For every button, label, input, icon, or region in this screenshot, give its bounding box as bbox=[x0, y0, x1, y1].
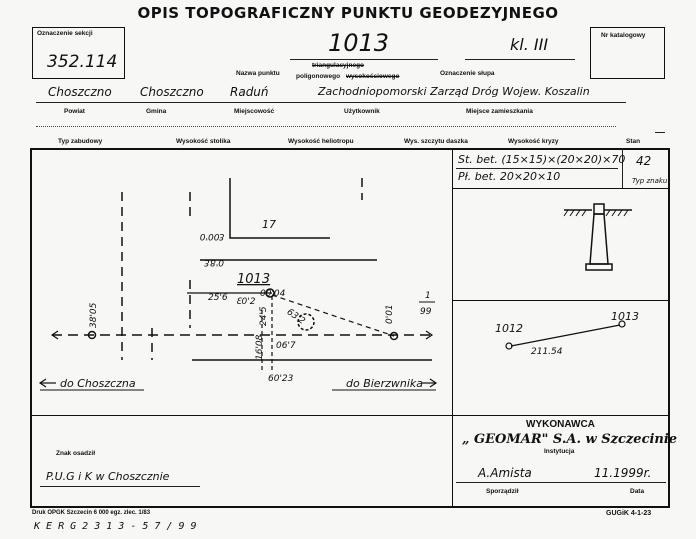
typ-label: Typ zabudowy bbox=[58, 138, 103, 145]
powiat-value: Choszczno bbox=[48, 85, 112, 99]
sketch-point-label: 1013 bbox=[237, 272, 271, 287]
location-sketch bbox=[32, 150, 450, 414]
kryza-label: Wysokość kryzy bbox=[508, 138, 559, 145]
executor-label: WYKONAWCA bbox=[526, 419, 595, 430]
measure-12: 0'01 bbox=[385, 304, 395, 324]
pl-bet: Pł. bet. 20×20×10 bbox=[458, 170, 561, 183]
catalog-box bbox=[590, 27, 665, 79]
executor-company: „ GEOMAR" S.A. w Szczecinie bbox=[462, 432, 678, 447]
stolik-label: Wysokość stolika bbox=[176, 138, 231, 145]
stan-label: Stan bbox=[626, 138, 641, 145]
st-bet: St. bet. (15×15)×(20×20)×70 bbox=[458, 153, 626, 166]
network-struck: triangulacyjnego bbox=[312, 62, 365, 69]
catalog-label: Nr katalogowy bbox=[601, 32, 646, 39]
measure-3: 25'6 bbox=[208, 293, 228, 303]
prepared-by: A.Amista bbox=[478, 466, 532, 480]
measure-6: 24'5 bbox=[259, 306, 269, 326]
powiat-label: Powiat bbox=[64, 108, 85, 115]
network-struck-2: wysokościowego bbox=[346, 73, 400, 80]
pillar-label: Oznaczenie słupa bbox=[440, 70, 495, 77]
direction-right: do Bierzwnika bbox=[346, 377, 424, 390]
fraction-top: 1 bbox=[425, 291, 431, 301]
typ-znaku-value: 42 bbox=[636, 154, 652, 168]
uzytkownik-value: Zachodniopomorski Zarząd Dróg Wojew. Koszalin bbox=[318, 85, 590, 98]
print-info: Druk OPGK Szczecin 6 000 egz. zlec. 1/83 bbox=[32, 510, 151, 516]
mini-map bbox=[455, 302, 669, 412]
typ-znaku-label: Typ znaku bbox=[632, 177, 668, 185]
gmina-value: Choszczno bbox=[140, 85, 204, 99]
institution-label: Instytucja bbox=[544, 448, 575, 455]
storage-value: P.U.G i K w Choszcznie bbox=[46, 470, 170, 483]
reference-number: K E R G 2 3 1 3 - 5 7 / 9 9 bbox=[34, 521, 197, 532]
monument-cross-section bbox=[556, 196, 636, 276]
mini-point-a: 1012 bbox=[495, 322, 523, 335]
section-value: 352.114 bbox=[47, 52, 118, 72]
measure-5: Ɛ0'2 bbox=[236, 297, 256, 307]
fraction-bottom: 99 bbox=[420, 307, 432, 317]
uzytkownik-label: Użytkownik bbox=[344, 108, 380, 115]
point-name-label: Nazwa punktu bbox=[236, 70, 280, 77]
section-label: Oznaczenie sekcji bbox=[37, 30, 93, 37]
measure-10: 60'23 bbox=[268, 374, 294, 384]
heliotrop-label: Wysokość heliotropu bbox=[288, 138, 354, 145]
date-value: 11.1999r. bbox=[594, 466, 652, 480]
measure-11: 38'05 bbox=[89, 302, 99, 328]
storage-label: Znak osadził bbox=[56, 450, 96, 457]
measure-9: 06'7 bbox=[276, 341, 296, 351]
form-code: GUGiK 4-1-23 bbox=[606, 510, 652, 517]
prepared-label: Sporządził bbox=[486, 488, 519, 495]
mini-point-b: 1013 bbox=[611, 310, 639, 323]
miejscowosc-value: Raduń bbox=[230, 85, 269, 99]
zamieszkanie-label: Miejsce zamieszkania bbox=[466, 108, 533, 115]
measure-7: 63'2 bbox=[284, 307, 307, 327]
date-label: Data bbox=[630, 488, 645, 495]
section-box bbox=[32, 27, 125, 79]
direction-left: do Choszczna bbox=[60, 377, 136, 390]
measure-8: 16'08 bbox=[255, 334, 265, 360]
measure-4: 00'04 bbox=[260, 289, 286, 299]
measure-1: Ɛ00'0 bbox=[199, 231, 225, 241]
network-label: poligonowego bbox=[296, 73, 341, 80]
miejscowosc-label: Miejscowość bbox=[234, 108, 275, 115]
gmina-label: Gmina bbox=[146, 108, 167, 115]
point-number: 1013 bbox=[328, 29, 390, 57]
building-number: 17 bbox=[262, 218, 276, 231]
document-title: OPIS TOPOGRAFICZNY PUNKTU GEODEZYJNEGO bbox=[137, 4, 559, 22]
daszek-label: Wys. szczytu daszka bbox=[404, 138, 468, 145]
class-label: kl. III bbox=[510, 35, 549, 54]
measure-2: 0'8Ɛ bbox=[204, 257, 224, 267]
mini-distance: 211.54 bbox=[531, 347, 563, 357]
